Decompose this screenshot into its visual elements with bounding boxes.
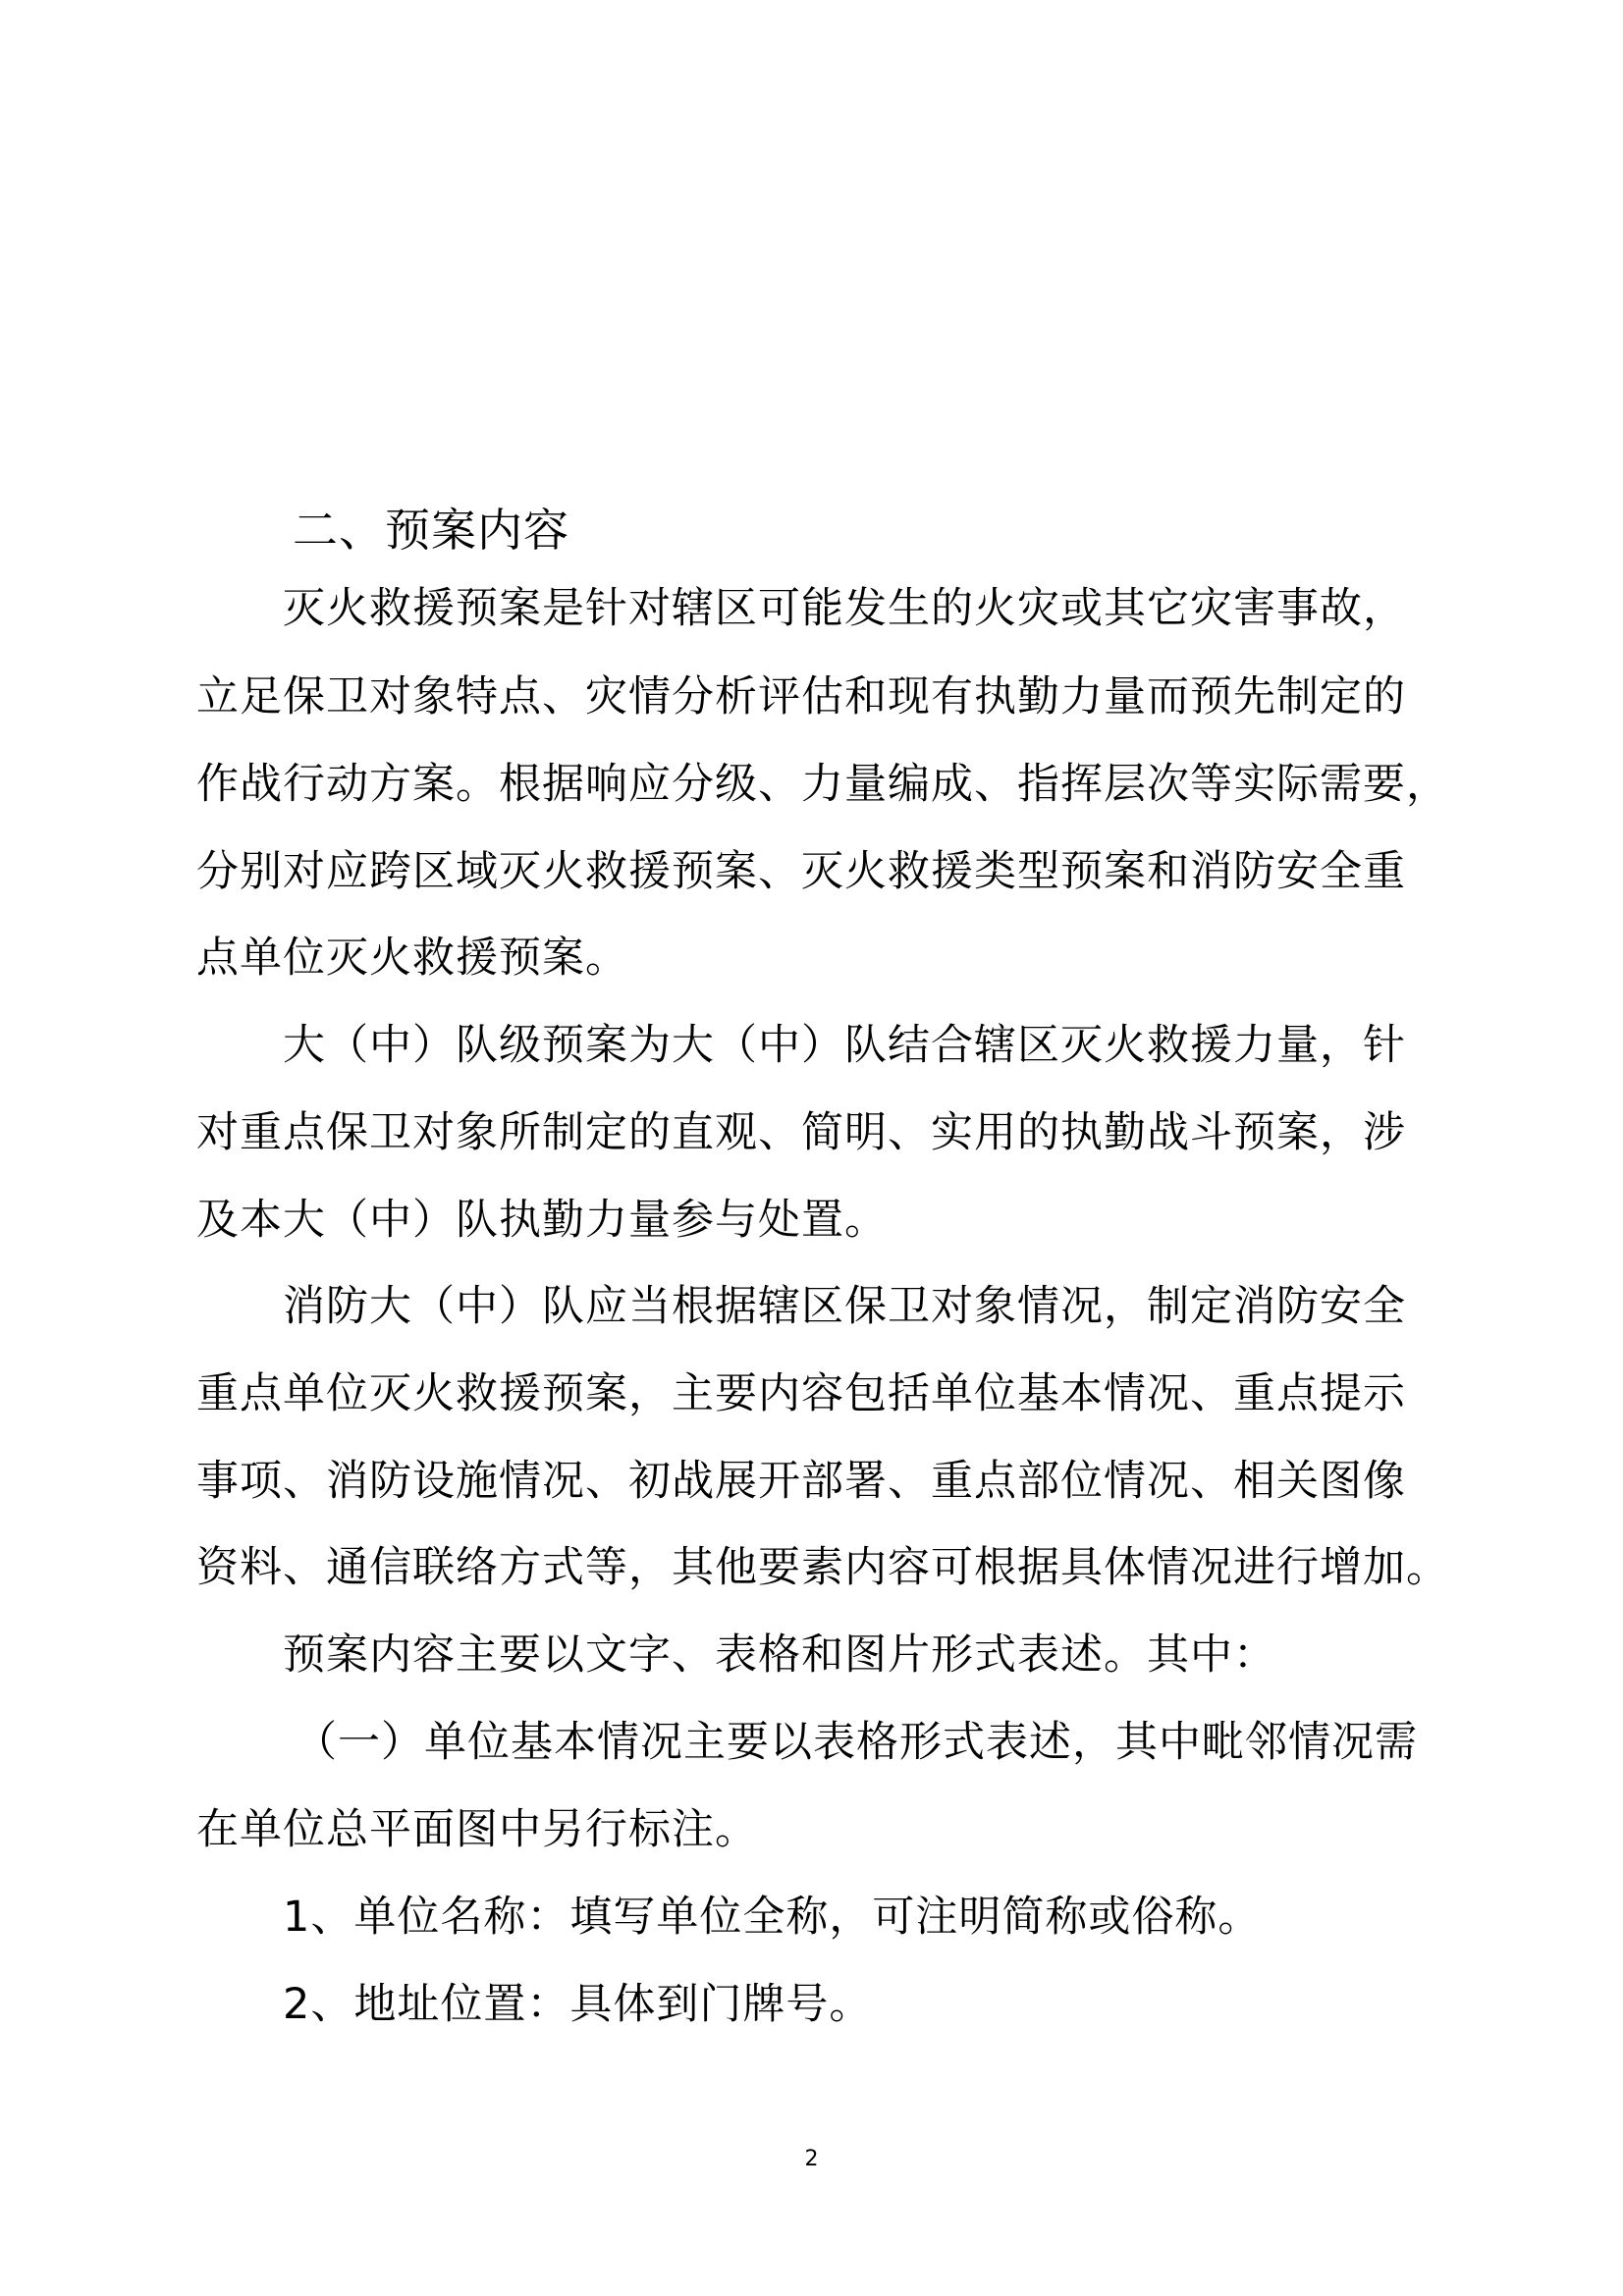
text-line: 预案内容主要以文字、表格和图片形式表述。其中： [283, 1630, 1276, 1680]
text-line: 重点单位灭火救援预案，主要内容包括单位基本情况、重点提示 [196, 1369, 1406, 1418]
text-line: 及本大（中）队执勤力量参与处置。 [196, 1196, 888, 1245]
text-line: 事项、消防设施情况、初战展开部署、重点部位情况、相关图像 [196, 1457, 1406, 1506]
text-line: 消防大（中）队应当根据辖区保卫对象情况，制定消防安全 [283, 1282, 1406, 1331]
text-line: 立足保卫对象特点、灾情分析评估和现有执勤力量而预先制定的 [196, 672, 1406, 721]
text-line: （一）单位基本情况主要以表格形式表述，其中毗邻情况需 [295, 1718, 1418, 1767]
text-line: 1、单位名称：填写单位全称，可注明简称或俗称。 [283, 1893, 1262, 1942]
text-line: 灭火救援预案是针对辖区可能发生的火灾或其它灾害事故， [283, 584, 1406, 633]
section-heading: 二、预案内容 [293, 504, 569, 557]
page-number: 2 [804, 2147, 819, 2171]
text-line: 资料、通信联络方式等，其他要素内容可根据具体情况进行增加。 [196, 1543, 1449, 1592]
text-line: 作战行动方案。根据响应分级、力量编成、指挥层次等实际需要， [196, 760, 1449, 809]
text-line: 对重点保卫对象所制定的直观、简明、实用的执勤战斗预案，涉 [196, 1108, 1406, 1157]
text-line: 在单位总平面图中另行标注。 [196, 1805, 758, 1854]
text-line: 点单位灭火救援预案。 [196, 934, 628, 983]
text-line: 2、地址位置：具体到门牌号。 [283, 1980, 873, 2029]
text-line: 分别对应跨区域灭火救援预案、灭火救援类型预案和消防安全重 [196, 847, 1406, 896]
text-line: 大（中）队级预案为大（中）队结合辖区灭火救援力量，针 [283, 1021, 1406, 1070]
